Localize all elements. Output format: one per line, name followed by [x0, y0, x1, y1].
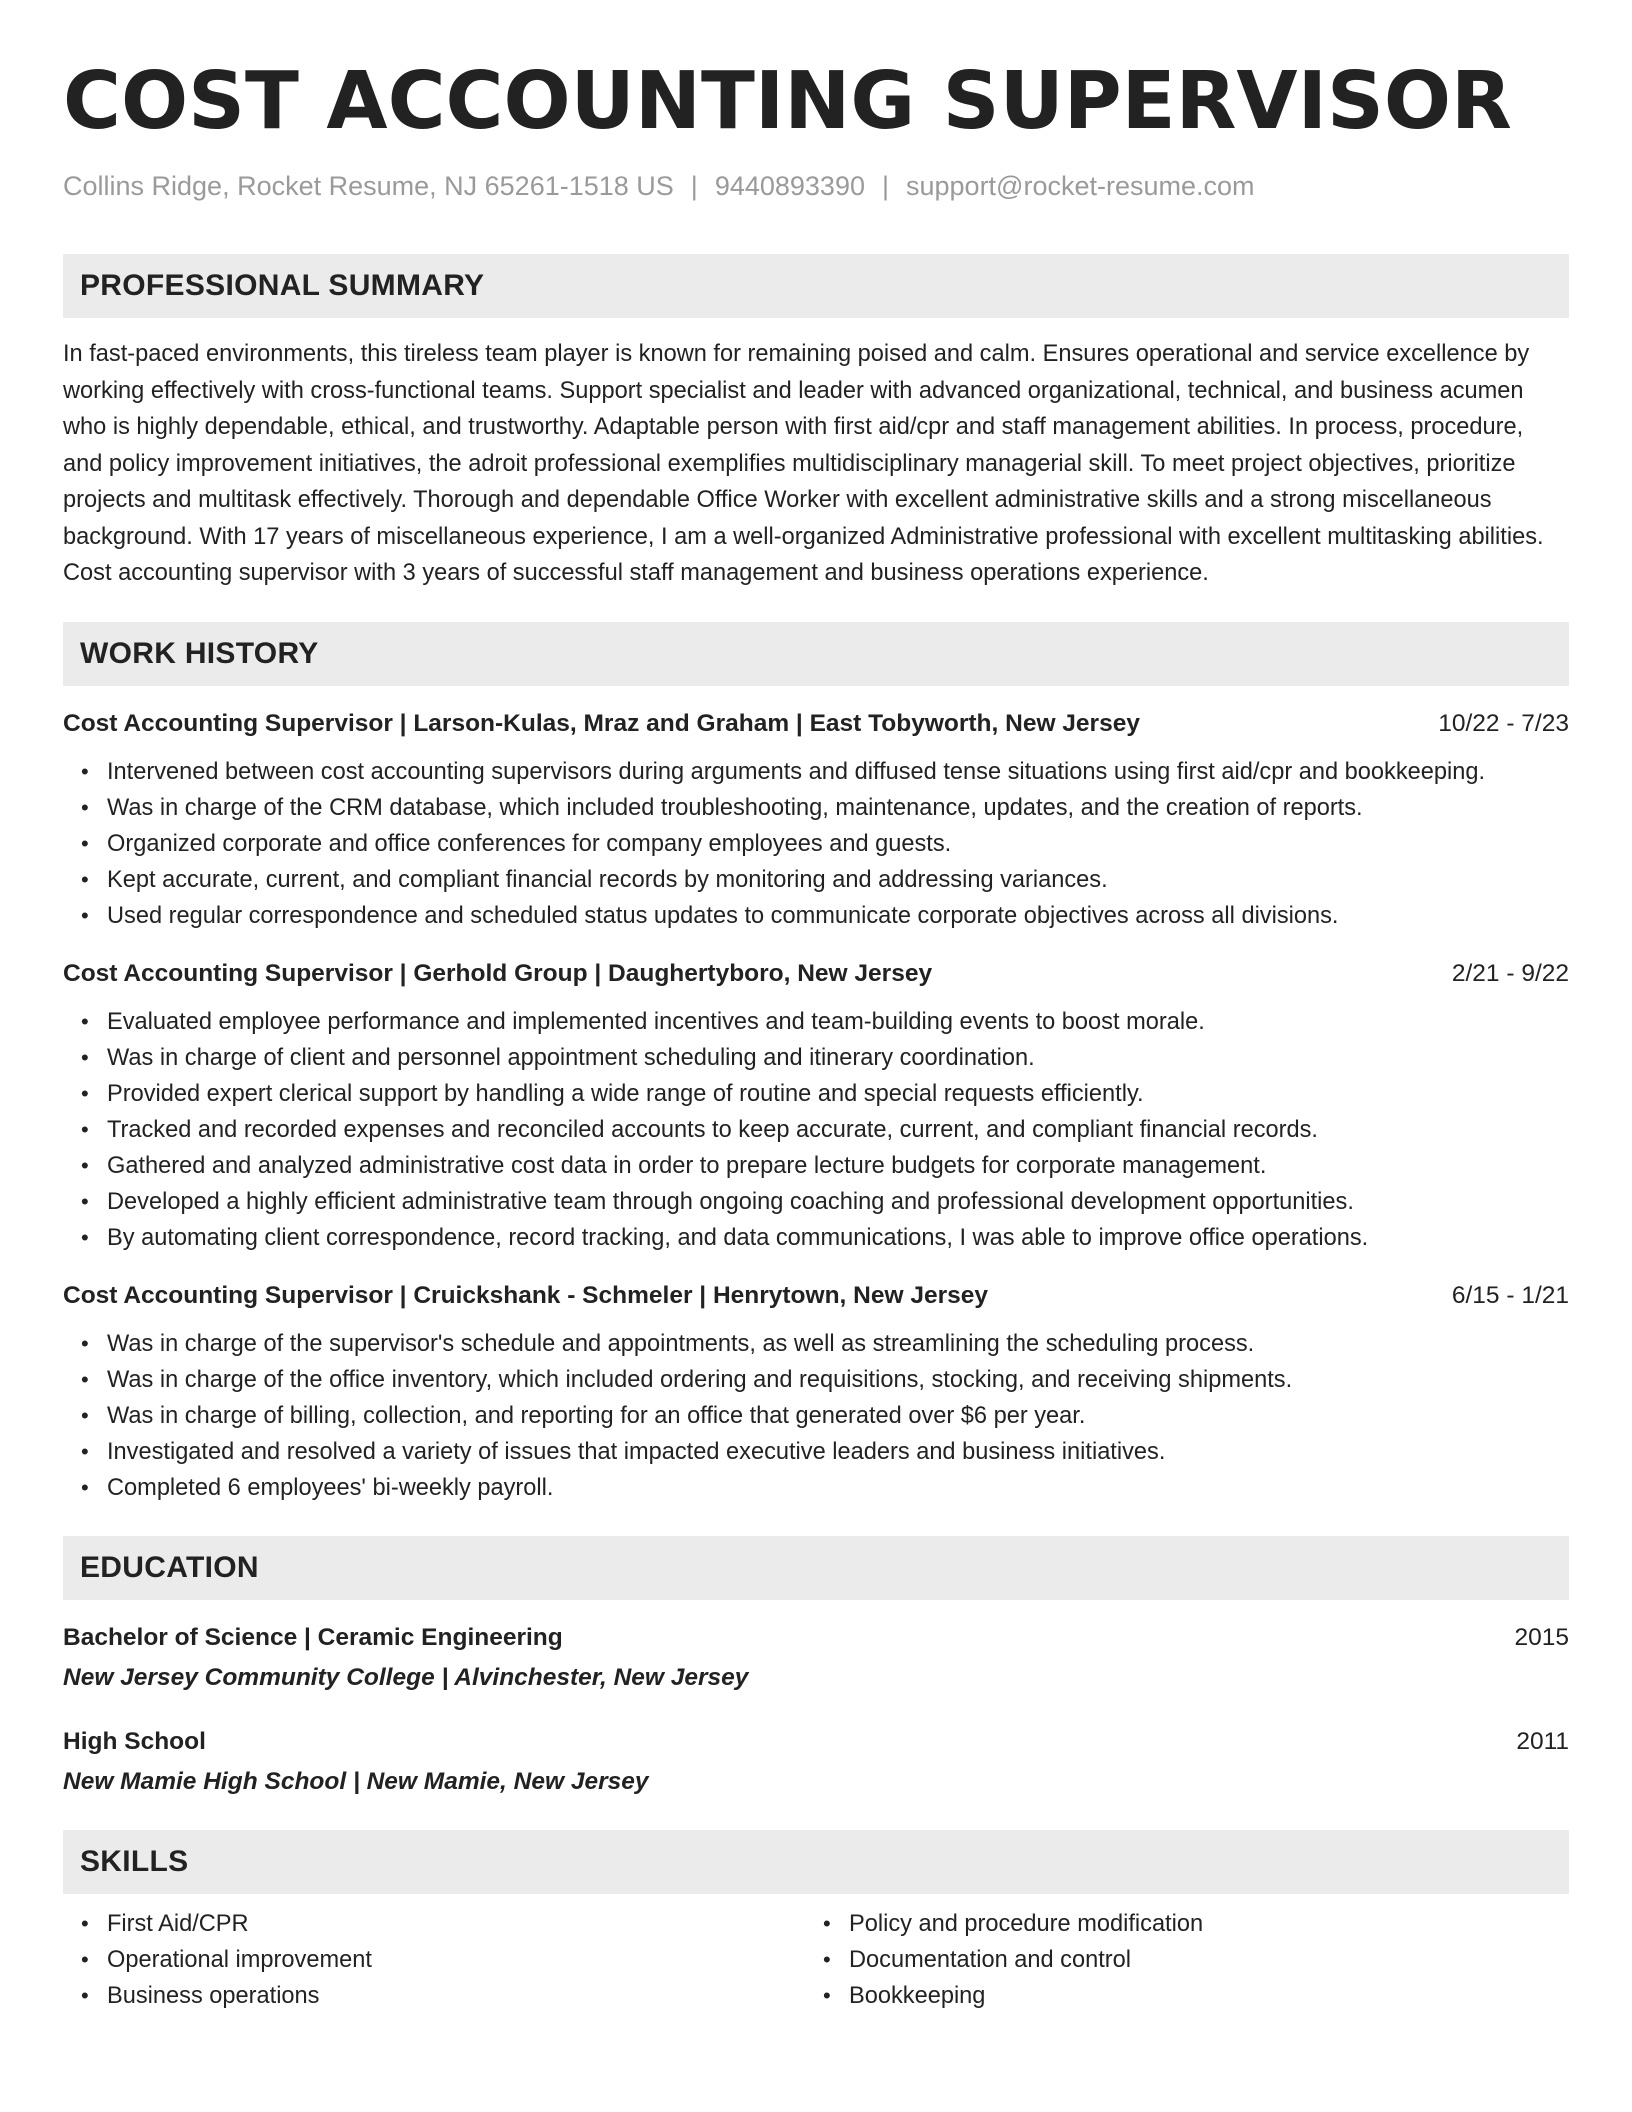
job-bullet: • Intervened between cost accounting supervisors during arguments and diffused tense situations using first aid/cpr and bookkeeping. [107, 754, 1569, 790]
section-heading-summary: PROFESSIONAL SUMMARY [63, 254, 1569, 318]
job-dates: 6/15 - 1/21 [1451, 1281, 1569, 1309]
work-history-list [63, 706, 1569, 1506]
job-bullet: • Evaluated employee performance and implemented incentives and team-building events to boost morale. [107, 1004, 1569, 1040]
job-bullet: • Kept accurate, current, and compliant financial records by monitoring and addressing variances. [107, 862, 1569, 898]
job-bullet: • Completed 6 employees' bi-weekly payroll. [107, 1470, 1569, 1506]
job-bullet: • Was in charge of billing, collection, and reporting for an office that generated over $6 per year. [107, 1398, 1569, 1434]
job-header [63, 1278, 1569, 1314]
job-bullets [63, 754, 1569, 934]
skills-list [63, 1906, 1569, 2014]
education-year: 2011 [1516, 1727, 1569, 1755]
job-bullet: • By automating client correspondence, record tracking, and data communications, I was able to improve office operations. [107, 1220, 1569, 1256]
job-dates: 10/22 - 7/23 [1438, 709, 1569, 737]
job-bullet: • Was in charge of the office inventory, which included ordering and requisitions, stocking, and receiving shipments. [107, 1362, 1569, 1398]
school-name: New Jersey Community College | Alvinchester, New Jersey [63, 1663, 749, 1691]
skill-item: • Documentation and control [849, 1942, 1547, 1978]
skills-column-right [805, 1906, 1547, 2014]
skill-item: • Operational improvement [107, 1942, 805, 1978]
summary-text: In fast-paced environments, this tireless team player is known for remaining poised and calm. Ensures operational and service excellence by working effectively with cross-functional teams. Support specialist and leader with advanced organizational, technical, and business acumen who is highly dependable, ethical, and trustworthy. Adaptable person with first aid/cpr and staff management abilities. In process, procedure, and policy improvement initiatives, the adroit professional exemplifies multidisciplinary managerial skill. To meet project objectives, prioritize projects and multitask effectively. Thorough and dependable Office Worker with excellent administrative skills and a strong miscellaneous background. With 17 years of miscellaneous experience, I am a well-organized Administrative professional with excellent multitasking abilities. Cost accounting supervisor with 3 years of successful staff management and business operations experience. [63, 341, 1544, 586]
education-header [63, 1620, 1569, 1656]
school-name: New Mamie High School | New Mamie, New Jersey [63, 1767, 649, 1795]
education-entry [63, 1724, 1569, 1800]
education-header [63, 1724, 1569, 1760]
job-title: Cost Accounting Supervisor | Cruickshank - Schmeler | Henrytown, New Jersey [63, 1281, 989, 1309]
contact-separator: | [881, 171, 889, 201]
job-title: Cost Accounting Supervisor | Gerhold Group | Daughertyboro, New Jersey [63, 959, 933, 987]
job-bullet: • Provided expert clerical support by handling a wide range of routine and special requests efficiently. [107, 1076, 1569, 1112]
job-bullet: • Organized corporate and office conferences for company employees and guests. [107, 826, 1569, 862]
job-entry [63, 706, 1569, 934]
job-bullet: • Used regular correspondence and scheduled status updates to communicate corporate objectives across all divisions. [107, 898, 1569, 934]
degree: Bachelor of Science | Ceramic Engineering [63, 1623, 563, 1651]
section-heading-skills: SKILLS [63, 1830, 1569, 1894]
job-bullets [63, 1004, 1569, 1256]
job-bullets [63, 1326, 1569, 1506]
skills-column-left [63, 1906, 805, 2014]
contact-phone: 9440893390 [714, 171, 865, 201]
job-bullet: • Was in charge of client and personnel appointment scheduling and itinerary coordination. [107, 1040, 1569, 1076]
job-entry [63, 956, 1569, 1256]
contact-address: Collins Ridge, Rocket Resume, NJ 65261-1518 US [63, 171, 674, 201]
degree: High School [63, 1727, 206, 1755]
section-heading-work-history: WORK HISTORY [63, 622, 1569, 686]
skill-item: • Business operations [107, 1978, 805, 2014]
contact-email: support@rocket-resume.com [906, 171, 1255, 201]
job-title: Cost Accounting Supervisor | Larson-Kulas, Mraz and Graham | East Tobyworth, New Jersey [63, 709, 1140, 737]
job-entry [63, 1278, 1569, 1506]
job-bullet: • Was in charge of the CRM database, which included troubleshooting, maintenance, updates, and the creation of reports. [107, 790, 1569, 826]
candidate-name: COST ACCOUNTING SUPERVISOR [63, 55, 1512, 147]
job-bullet: • Gathered and analyzed administrative cost data in order to prepare lecture budgets for corporate management. [107, 1148, 1569, 1184]
job-bullet: • Was in charge of the supervisor's schedule and appointments, as well as streamlining the scheduling process. [107, 1326, 1569, 1362]
skill-item: • First Aid/CPR [107, 1906, 805, 1942]
skill-item: • Bookkeeping [849, 1978, 1547, 2014]
section-heading-education: EDUCATION [63, 1536, 1569, 1600]
contact-line [63, 171, 1569, 202]
skill-item: • Policy and procedure modification [849, 1906, 1547, 1942]
job-header [63, 956, 1569, 992]
education-entry [63, 1620, 1569, 1696]
job-bullet: • Developed a highly efficient administrative team through ongoing coaching and professional development opportunities. [107, 1184, 1569, 1220]
job-bullet: • Tracked and recorded expenses and reconciled accounts to keep accurate, current, and compliant financial records. [107, 1112, 1569, 1148]
job-bullet: • Investigated and resolved a variety of issues that impacted executive leaders and business initiatives. [107, 1434, 1569, 1470]
job-dates: 2/21 - 9/22 [1451, 959, 1569, 987]
education-year: 2015 [1514, 1623, 1569, 1651]
contact-separator: | [690, 171, 698, 201]
job-header [63, 706, 1569, 742]
